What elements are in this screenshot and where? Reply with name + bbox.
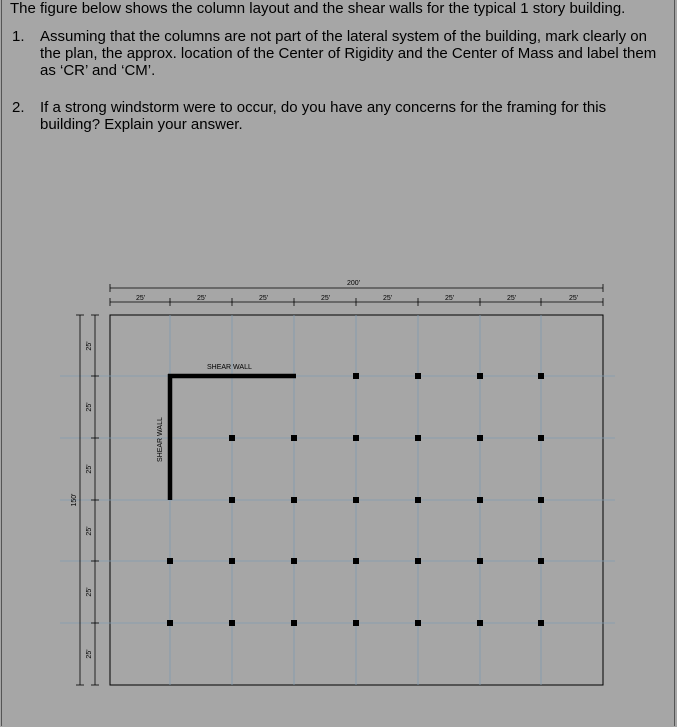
intro-text: The figure below shows the column layout and the shear walls for the typical 1 story building. [10,0,626,17]
column [477,497,483,503]
v-bay-label-3: 25' [86,464,93,474]
h-bay-label-4: 25' [321,295,331,302]
column [415,620,421,626]
column [538,620,544,626]
column [353,497,359,503]
h-bay-label-2: 25' [197,295,207,302]
question-2-number: 2. [12,99,25,116]
v-bay-label-5: 25' [86,587,93,597]
h-bay-label-7: 25' [507,295,517,302]
column [229,497,235,503]
column [291,497,297,503]
column [477,435,483,441]
v-bay-label-4: 25' [86,526,93,536]
column [353,435,359,441]
question-1-number: 1. [12,28,25,45]
columns [167,373,544,626]
h-bay-label-3: 25' [259,295,269,302]
column [477,620,483,626]
overall-width-label: 200' [347,280,361,287]
grid-lines [60,315,615,685]
column [415,373,421,379]
column [291,620,297,626]
column [477,373,483,379]
h-bay-label-6: 25' [445,295,455,302]
v-bay-label-6: 25' [86,649,93,659]
column [291,558,297,564]
h-bay-label-5: 25' [383,295,393,302]
column [415,435,421,441]
h-bay-label-8: 25' [569,295,579,302]
column [353,558,359,564]
column [353,620,359,626]
column [167,558,173,564]
column [477,558,483,564]
question-2-text: If a strong windstorm were to occur, do you have any concerns for the framing for this building? Explain your answer. [40,99,607,133]
column [167,620,173,626]
column [538,497,544,503]
column [229,620,235,626]
v-bay-label-2: 25' [86,402,93,412]
column [353,373,359,379]
column [538,558,544,564]
column [229,558,235,564]
question-1-text: Assuming that the columns are not part of the lateral system of the building, mark clearly on the plan, the approx. location of the Center of Rigidity and the Center of Mass and label them as ‘CR’ and ‘CM’. [40,28,657,79]
overall-height-label: 150' [71,493,78,507]
v-bay-label-1: 25' [86,341,93,351]
h-bay-label-1: 25' [136,295,146,302]
column [415,497,421,503]
shear-wall-horizontal-label: SHEAR WALL [207,364,252,371]
shear-wall-vertical-label: SHEAR WALL [157,417,164,462]
column [291,435,297,441]
column [229,435,235,441]
top-dimension [110,284,603,306]
column [538,373,544,379]
column [415,558,421,564]
column [538,435,544,441]
